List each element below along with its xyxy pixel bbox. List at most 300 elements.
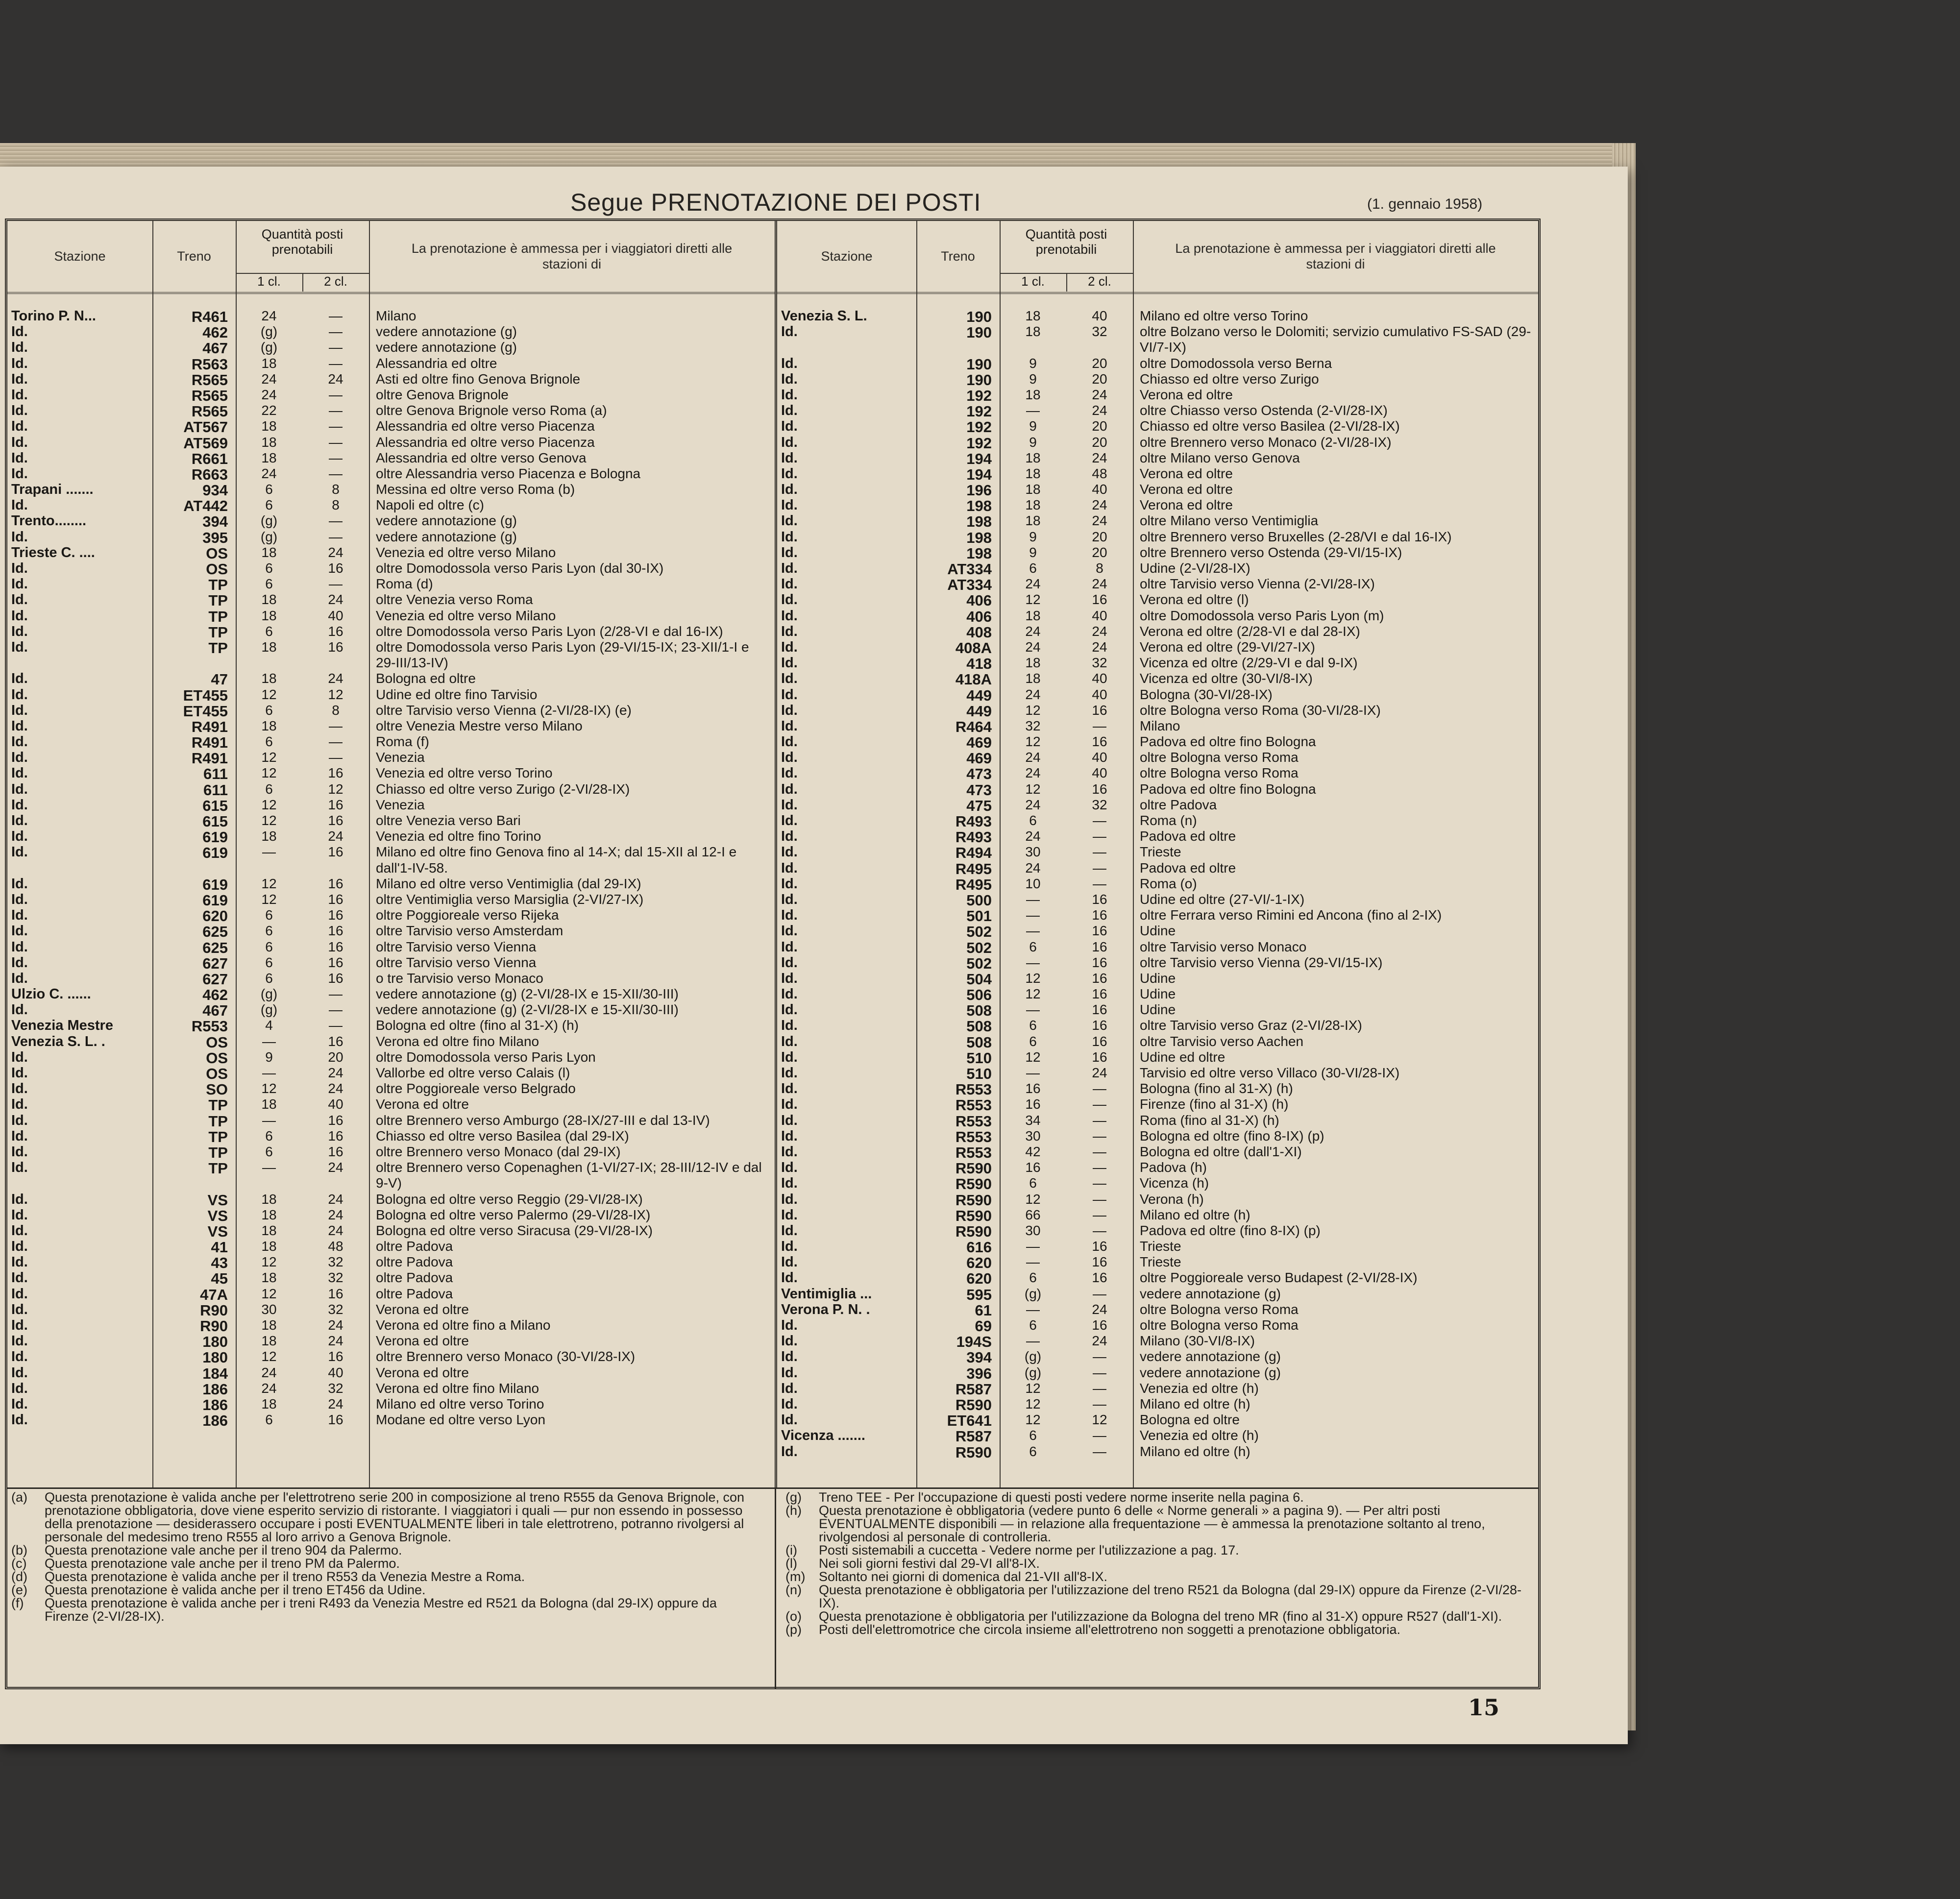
table-row [777,403,1538,418]
table-row [7,1065,775,1081]
table-row [7,308,775,324]
table-row [777,576,1538,592]
class1-seats-cell: 30 [1025,1222,1041,1238]
destinations-cell: Udine ed oltre [1140,1049,1225,1065]
destinations-cell: Padova ed oltre fino Bologna [1140,734,1316,750]
footnote [782,1491,1536,1504]
train-cell: R553 [955,1128,992,1145]
train-cell: 619 [202,844,228,862]
class2-seats-cell: — [1093,1207,1106,1222]
destinations-cell: Vicenza ed oltre (30-VI/8-IX) [1140,671,1313,686]
train-cell: ET455 [183,686,228,704]
table-row [7,1081,775,1096]
class2-seats-cell: — [329,418,343,434]
table-row [777,1444,1538,1460]
destinations-cell: vedere annotazione (g) (2-VI/28-IX e 15-XII/30-III) [376,1002,679,1018]
class1-seats-cell: 18 [261,1270,277,1286]
class1-seats-cell: 18 [261,434,277,450]
destinations-cell: oltre Tarvisio verso Vienna (29-VI/15-IX) [1140,954,1383,970]
footnote-text: Questa prenotazione è valida anche per l'elettrotreno serie 200 in composizione al treno R555 da Genova Brignole, con prenotazione obbligatoria, dove viene esperito servizio di ristorante. I viaggiatori i quali — pur non essendo in possesso della prenotazione — desiderassero occupare i posti EVENTUALMENTE liberi in tale elettrotreno, potranno rivolgersi al personale del medesimo treno R555 al loro arrivo a Genova Brignole. [45,1490,745,1544]
table-row [777,1381,1538,1396]
destinations-cell: Milano ed oltre fino Genova fino al 14-X; dal 15-XII al 12-I e dall'1-IV-58. [376,844,737,876]
station-cell: Id. [781,655,798,671]
table-row [7,356,775,371]
train-cell: TP [208,576,228,594]
destinations-cell: Asti ed oltre fino Genova Brignole [376,371,581,387]
table-row [7,1333,775,1349]
station-cell: Id. [11,324,28,340]
table-row [7,513,775,529]
class2-seats-cell: — [329,986,343,1002]
class2-seats-cell: 20 [1092,418,1107,434]
train-cell: 469 [966,750,992,767]
destinations-cell: Verona ed oltre (2/28-VI e dal 28-IX) [1140,623,1360,639]
train-cell: TP [208,1144,228,1161]
destinations-cell: Udine [1140,923,1176,939]
train-cell: VS [207,1222,228,1240]
footnote [782,1557,1536,1570]
station-cell: Torino P. N... [11,308,96,324]
class1-seats-cell: 30 [1025,1128,1041,1144]
table-row [777,892,1538,907]
class2-seats-cell: 16 [1092,1033,1107,1049]
class2-seats-cell: 16 [1092,1018,1107,1033]
table-row [777,718,1538,734]
table-row [7,734,775,750]
station-cell: Id. [781,371,798,387]
train-cell: R495 [955,860,992,877]
class2-seats-cell: 24 [1092,403,1107,418]
class2-seats-cell: 8 [332,497,340,513]
class2-seats-cell: — [329,1002,343,1018]
destinations-cell: Verona ed oltre [376,1364,469,1380]
class1-seats-cell: — [1026,1002,1040,1018]
destinations-cell: Verona (h) [1140,1191,1204,1207]
class1-seats-cell: 12 [1025,986,1041,1002]
class2-seats-cell: 24 [1092,576,1107,592]
class1-seats-cell: 18 [261,1317,277,1333]
train-cell: 190 [966,308,992,325]
station-cell: Id. [11,1191,28,1207]
train-cell: TP [208,639,228,657]
class2-seats-cell: 16 [328,970,343,986]
table-row [7,1317,775,1333]
class2-seats-cell: 16 [328,797,343,812]
table-row [7,1049,775,1065]
footnote [7,1583,772,1597]
train-cell: R495 [955,876,992,893]
table-row [777,418,1538,434]
class2-seats-cell: 16 [1092,1049,1107,1065]
header-quantity: Quantità posti prenotabili [261,226,343,257]
destinations-cell: Milano ed oltre verso Ventimiglia (dal 29-IX) [376,876,641,891]
class2-seats-cell: 24 [328,1396,343,1412]
destinations-cell: oltre Tarvisio verso Amsterdam [376,923,564,939]
class1-seats-cell: 12 [1025,1191,1041,1207]
class1-seats-cell: — [262,1065,276,1081]
train-cell: R661 [191,450,228,467]
table-row [7,797,775,813]
table-row [7,324,775,340]
table-row [7,955,775,971]
class1-seats-cell: 12 [1025,970,1041,986]
table-row [7,828,775,844]
table-row [777,592,1538,608]
train-cell: 194 [966,465,992,483]
class2-seats-cell: 24 [328,1160,343,1175]
station-cell: Id. [11,465,28,482]
station-cell: Id. [11,1222,28,1239]
destinations-cell: oltre Alessandria verso Piacenza e Bologna [376,465,641,481]
footnote-rule [7,1487,1538,1489]
table-row [7,1254,775,1270]
destinations-cell: Venezia ed oltre (h) [1140,1428,1259,1443]
table-row [777,860,1538,876]
destinations-cell: Messina ed oltre verso Roma (b) [376,482,575,497]
class2-seats-cell: — [1093,1081,1106,1096]
class2-seats-cell: 16 [1092,986,1107,1002]
destinations-cell: oltre Milano verso Genova [1140,450,1300,465]
class1-seats-cell: 12 [261,1286,277,1301]
class1-seats-cell: 24 [1025,639,1041,655]
station-cell: Id. [11,1333,28,1349]
class1-seats-cell: 12 [261,797,277,812]
class2-seats-cell: 12 [1092,1412,1107,1428]
footnote-key: (p) [785,1622,802,1637]
station-cell: Id. [781,1317,798,1334]
station-cell: Id. [11,1364,28,1381]
class1-seats-cell: 18 [1025,482,1041,497]
class2-seats-cell: 40 [328,608,343,623]
destinations-cell: oltre Tarvisio verso Graz (2-VI/28-IX) [1140,1018,1362,1033]
class2-seats-cell: 16 [1092,1002,1107,1018]
class1-seats-cell: 6 [265,907,273,923]
train-cell: OS [206,1049,228,1067]
destinations-cell: oltre Padova [376,1239,453,1254]
destinations-cell: oltre Bologna verso Roma [1140,1317,1298,1333]
footnote-key: (e) [11,1582,27,1597]
station-cell: Id. [11,1254,28,1270]
footnote-text: Posti dell'elettromotrice che circola insieme all'elettrotreno non soggetti a prenotazione obbligatoria. [819,1622,1400,1637]
table-row [777,1034,1538,1049]
train-cell: 194 [966,450,992,467]
footnote-key: (h) [785,1503,802,1518]
class2-seats-cell: 16 [328,907,343,923]
footnote [782,1504,1536,1544]
station-cell: Id. [781,970,798,986]
train-cell: 47 [211,671,228,688]
table-row [7,750,775,765]
train-cell: 198 [966,497,992,515]
footnote [782,1544,1536,1557]
train-cell: 190 [966,371,992,389]
class2-seats-cell: 24 [328,1222,343,1238]
class1-seats-cell: 4 [265,1018,273,1033]
destinations-cell: oltre Poggioreale verso Rijeka [376,907,559,923]
train-cell: 625 [202,923,228,941]
destinations-cell: o tre Tarvisio verso Monaco [376,970,543,986]
class2-seats-cell: 16 [1092,781,1107,797]
table-row [7,371,775,387]
train-cell: 198 [966,529,992,546]
train-cell: 620 [966,1270,992,1288]
table-row [7,1270,775,1286]
train-cell: 467 [202,340,228,357]
station-cell: Id. [11,608,28,624]
station-cell: Id. [781,434,798,450]
table-body-left [7,308,775,1428]
class1-seats-cell: 6 [265,702,273,718]
train-cell: R590 [955,1396,992,1413]
page-title: Segue PRENOTAZIONE DEI POSTI [570,189,981,216]
class2-seats-cell: 16 [328,1286,343,1301]
table-row [7,482,775,497]
train-cell: 43 [211,1254,228,1272]
destinations-cell: vedere annotazione (g) (2-VI/28-IX e 15-XII/30-III) [376,986,679,1002]
class1-seats-cell: 18 [1025,308,1041,323]
station-cell: Id. [781,686,798,703]
table-row [7,876,775,892]
header-station: Stazione [54,248,106,264]
station-cell: Id. [781,1096,798,1113]
table-row [7,1144,775,1160]
table-row [777,844,1538,860]
class2-seats-cell: — [329,434,343,450]
station-cell: Id. [781,844,798,860]
footnote-key: (o) [785,1609,802,1624]
table-row [777,1317,1538,1333]
class2-seats-cell: 20 [1092,434,1107,450]
destinations-cell: Udine (2-VI/28-IX) [1140,560,1250,576]
table-row [777,907,1538,923]
station-cell: Id. [11,1065,28,1081]
table-row [777,608,1538,624]
station-cell: Id. [11,1349,28,1365]
train-cell: R590 [955,1160,992,1177]
class1-seats-cell: — [1026,1301,1040,1317]
footnote [782,1623,1536,1636]
station-cell: Id. [11,1128,28,1144]
class1-seats-cell: 6 [265,781,273,797]
destinations-cell: vedere annotazione (g) [1140,1364,1281,1380]
table-row [7,939,775,955]
destinations-cell: oltre Domodossola verso Berna [1140,355,1332,371]
destinations-cell: Trieste [1140,1239,1181,1254]
station-cell: Id. [781,1333,798,1349]
class2-seats-cell: 16 [328,844,343,860]
table-row [777,324,1538,355]
train-cell: 61 [975,1301,992,1319]
train-cell: R553 [955,1096,992,1114]
train-cell: 502 [966,954,992,972]
destinations-cell: oltre Tarvisio verso Vienna (2-VI/28-IX) (e) [376,702,632,718]
station-cell: Id. [781,1254,798,1270]
footnote [7,1491,772,1544]
class2-seats-cell: — [1093,828,1106,844]
train-cell: 186 [202,1380,228,1398]
footnote-key: (c) [11,1556,27,1571]
train-cell: AT442 [183,497,228,515]
table-right-half [777,221,1538,1487]
train-cell: R565 [191,387,228,404]
destinations-cell: Alessandria ed oltre verso Genova [376,450,587,465]
class1-seats-cell: 66 [1025,1207,1041,1222]
train-cell: 190 [966,355,992,373]
train-cell: 395 [202,529,228,546]
class1-seats-cell: 18 [261,450,277,465]
train-cell: R494 [955,844,992,862]
train-cell: 504 [966,970,992,988]
class1-seats-cell: 18 [261,639,277,655]
table-row [777,828,1538,844]
table-row [7,971,775,986]
class1-seats-cell: 6 [265,1412,273,1428]
table-row [777,750,1538,765]
table-row [777,813,1538,828]
class1-seats-cell: 12 [261,686,277,702]
destinations-cell: Verona ed oltre fino Milano [376,1380,539,1396]
class1-seats-cell: — [1026,954,1040,970]
class1-seats-cell: — [1026,1254,1040,1270]
class1-seats-cell: 24 [1025,623,1041,639]
table-row [777,1096,1538,1112]
train-cell: 196 [966,482,992,499]
class1-seats-cell: 12 [1025,1380,1041,1396]
train-cell: 934 [202,482,228,499]
footnote-text: Questa prenotazione è valida anche per i treni R493 da Venezia Mestre ed R521 da Bologna (dal 29-IX) oppure da Firenze (2-VI/28-IX). [45,1596,717,1624]
station-cell: Id. [781,513,798,529]
table-row [777,1160,1538,1175]
station-cell: Id. [781,403,798,419]
class1-seats-cell: 12 [261,876,277,891]
class2-seats-cell: — [329,750,343,765]
train-cell: 595 [966,1286,992,1303]
train-cell: 190 [966,324,992,341]
class2-seats-cell: 48 [328,1239,343,1254]
class1-seats-cell: 24 [1025,686,1041,702]
class2-seats-cell: — [1093,1364,1106,1380]
train-cell: 192 [966,403,992,420]
destinations-cell: oltre Venezia verso Roma [376,592,533,608]
station-cell: Id. [11,418,28,435]
class1-seats-cell: 18 [261,1333,277,1349]
class1-seats-cell: — [1026,403,1040,418]
station-cell: Trieste C. .... [11,544,95,560]
destinations-cell: Trieste [1140,1254,1181,1270]
destinations-cell: Bologna ed oltre (fino al 31-X) (h) [376,1018,579,1033]
class1-seats-cell: 6 [1029,1443,1037,1459]
station-cell: Id. [781,1160,798,1176]
class1-seats-cell: 12 [261,813,277,828]
train-cell: R90 [200,1317,228,1335]
class1-seats-cell: — [1026,1065,1040,1081]
class2-seats-cell: 16 [328,1128,343,1144]
destinations-cell: Bologna ed oltre verso Reggio (29-VI/28-IX) [376,1191,643,1207]
station-cell: Id. [781,876,798,892]
class2-seats-cell: 24 [328,1191,343,1207]
class1-seats-cell: 6 [1029,1270,1037,1286]
class2-seats-cell: 32 [328,1270,343,1286]
train-cell: 418 [966,655,992,673]
class2-seats-cell: 16 [1092,1270,1107,1286]
class2-seats-cell: 40 [1092,750,1107,765]
table-row [777,939,1538,955]
class2-seats-cell: — [1093,1160,1106,1175]
class2-seats-cell: 16 [1092,702,1107,718]
destinations-cell: Padova ed oltre (fino 8-IX) (p) [1140,1222,1321,1238]
train-cell: R461 [191,308,228,325]
destinations-cell: Roma (n) [1140,813,1197,828]
footnote [7,1597,772,1623]
table-row [7,986,775,1002]
table-row [7,1349,775,1364]
train-cell: 408 [966,623,992,641]
station-cell: Id. [11,939,28,955]
train-cell: 408A [955,639,992,657]
station-cell: Id. [781,797,798,813]
class1-seats-cell: 32 [1025,718,1041,733]
station-cell: Id. [11,686,28,703]
class1-seats-cell: 18 [1025,497,1041,513]
class1-seats-cell: 34 [1025,1112,1041,1128]
class2-seats-cell: 20 [1092,529,1107,544]
table-row [777,371,1538,387]
reservation-table [5,219,1541,1689]
train-cell: 508 [966,1002,992,1020]
station-cell: Id. [781,1128,798,1144]
station-cell: Id. [11,813,28,829]
train-cell: 615 [202,813,228,830]
footnote-text: Posti sistemabili a cuccetta - Vedere norme per l'utilizzazione a pag. 17. [819,1543,1239,1558]
destinations-cell: oltre Milano verso Ventimiglia [1140,513,1319,529]
class1-seats-cell: 24 [1025,828,1041,844]
destinations-cell: Verona ed oltre [376,1333,469,1349]
class2-seats-cell: 12 [328,781,343,797]
station-cell: Venezia S. L. [781,308,867,324]
station-cell: Id. [11,954,28,971]
destinations-cell: Napoli ed oltre (c) [376,497,484,513]
destinations-cell: oltre Padova [376,1254,453,1270]
class2-seats-cell: 12 [328,686,343,702]
table-row [7,1192,775,1207]
train-cell: AT334 [947,560,992,578]
station-cell: Id. [781,497,798,513]
class1-seats-cell: 6 [265,560,273,576]
train-cell: 611 [203,781,228,799]
table-row [7,781,775,797]
footnotes-right [782,1491,1536,1636]
train-cell: 473 [966,765,992,783]
destinations-cell: Modane ed oltre verso Lyon [376,1412,546,1428]
station-cell: Id. [781,954,798,971]
train-cell: 508 [966,1018,992,1035]
train-cell: R590 [955,1207,992,1224]
class1-seats-cell: 6 [265,1144,273,1159]
table-row [7,1381,775,1396]
train-cell: 627 [202,954,228,972]
destinations-cell: oltre Poggioreale verso Budapest (2-VI/28-IX) [1140,1270,1418,1286]
destinations-cell: Alessandria ed oltre verso Piacenza [376,418,595,434]
train-cell: 469 [966,734,992,752]
class2-seats-cell: 24 [328,592,343,608]
class1-seats-cell: 18 [261,828,277,844]
class2-seats-cell: 16 [1092,954,1107,970]
station-cell: Id. [11,434,28,450]
station-cell: Id. [781,702,798,718]
destinations-cell: Verona ed oltre [1140,387,1233,402]
footnote-key: (d) [11,1569,27,1584]
train-cell: 449 [966,702,992,720]
